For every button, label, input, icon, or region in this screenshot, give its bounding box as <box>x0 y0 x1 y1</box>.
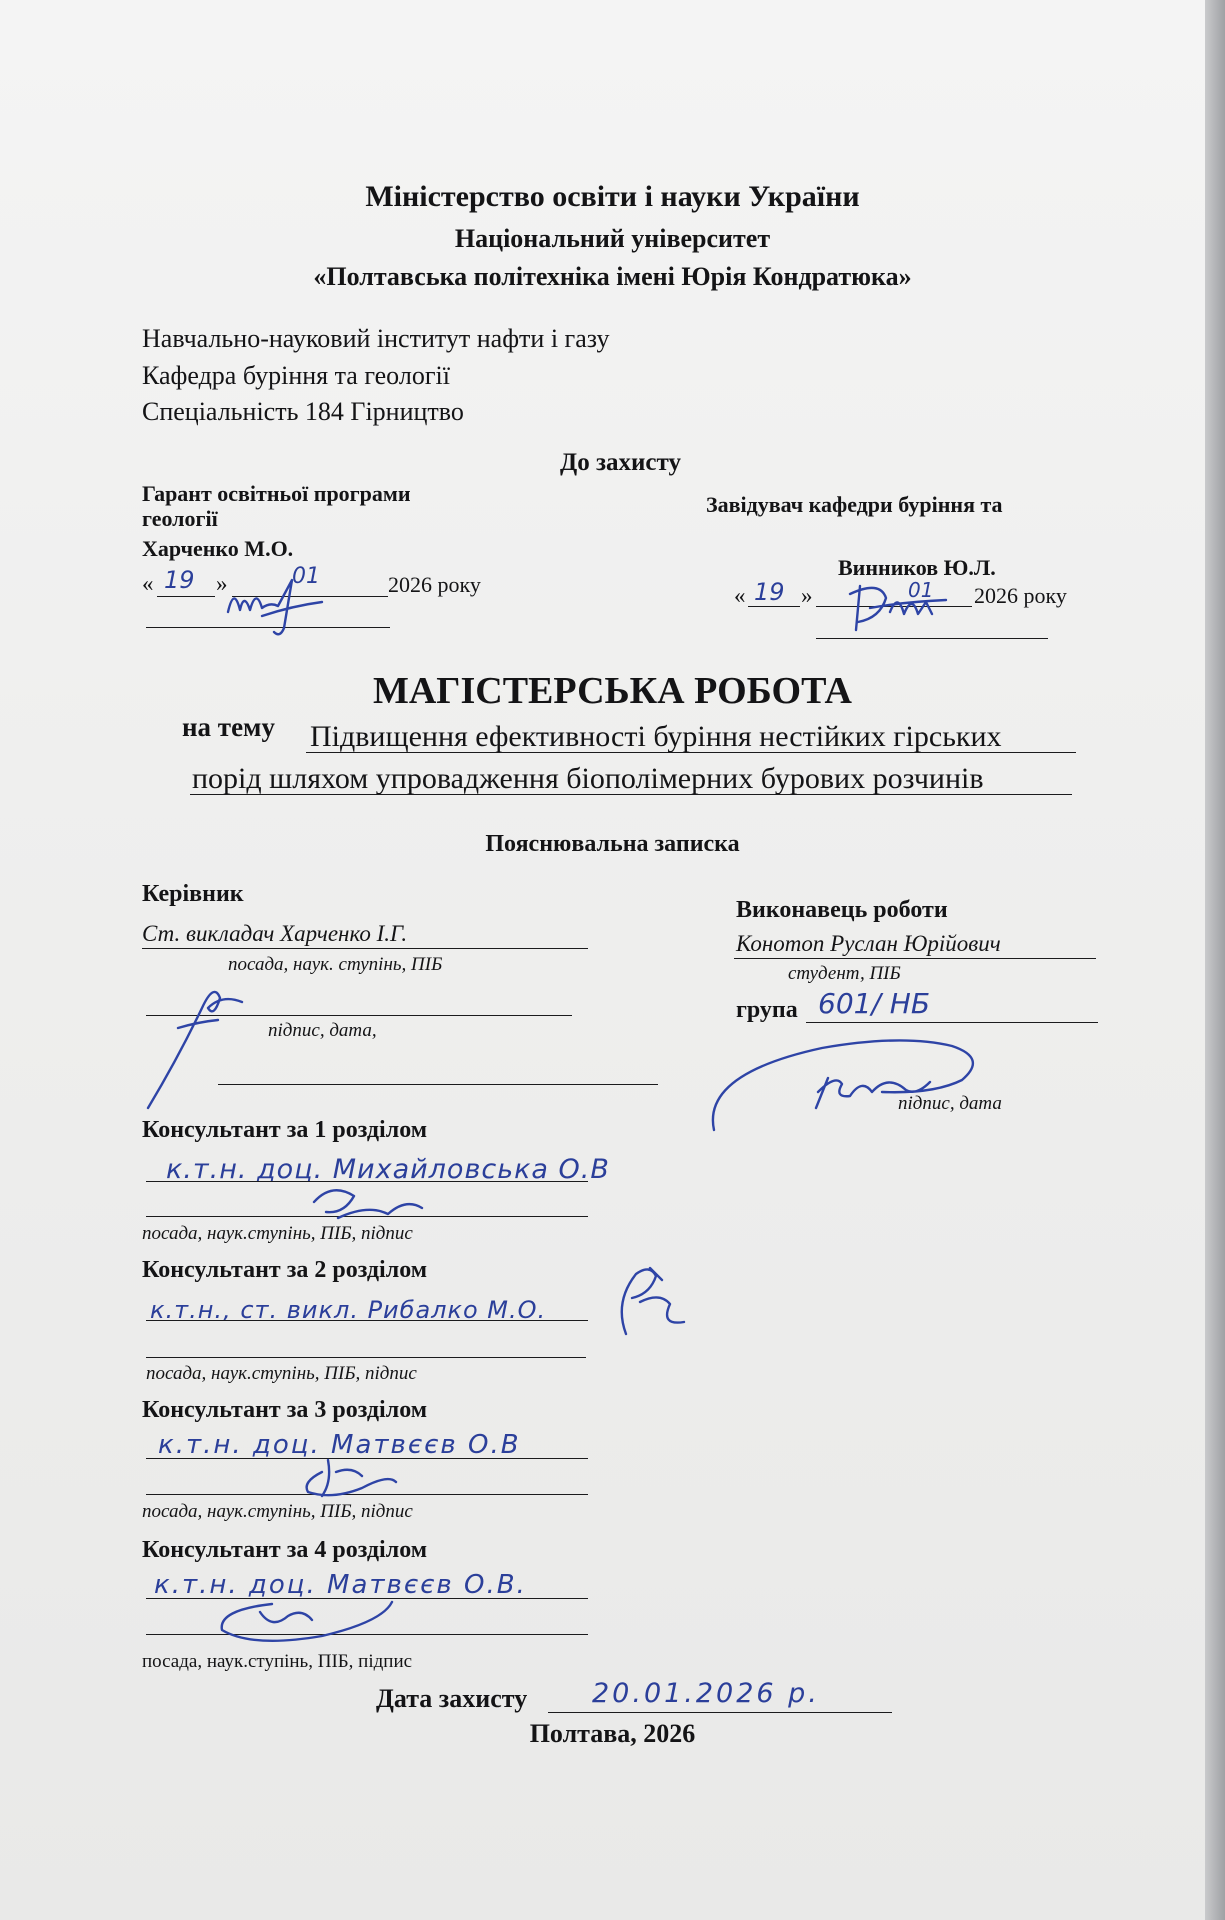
right-quote-open: « <box>734 583 746 608</box>
right-month-handwritten: 01 <box>908 578 934 602</box>
executor-signature <box>702 1034 992 1134</box>
consultant-2-caption: посада, наук.ступінь, ПІБ, підпис <box>146 1363 417 1384</box>
topic-line-2: порід шляхом упровадження біополімерних бурових розчинів <box>192 762 984 795</box>
consultant-4-signature <box>212 1590 402 1650</box>
consultant-2-label: Консультант за 2 розділом <box>142 1257 428 1283</box>
consultant-3-caption: посада, наук.ступінь, ПІБ, підпис <box>142 1501 413 1522</box>
defense-date-label: Дата захисту <box>376 1684 528 1713</box>
topic-prefix: на тему <box>182 712 275 742</box>
group-value-handwritten: 601/ НБ <box>818 987 931 1020</box>
right-quote-close: » <box>801 583 813 608</box>
consultant-1-caption: посада, наук.ступінь, ПІБ, підпис <box>142 1223 413 1244</box>
supervisor-value: Ст. викладач Харченко І.Г. <box>142 921 408 946</box>
left-quote-open: « <box>142 571 154 596</box>
consultant-1-signature <box>308 1178 428 1228</box>
consultant-3-handwritten: к.т.н. доц. Матвєєв О.В <box>158 1430 521 1460</box>
university-title: Національний університет <box>454 224 771 253</box>
consultant-4-caption: посада, наук.ступінь, ПІБ, підпис <box>142 1651 413 1672</box>
defense-date-handwritten: 20.01.2026 р. <box>592 1678 820 1709</box>
specialty-name: Спеціальність 184 Гірництво <box>142 397 464 426</box>
department-name: Кафедра буріння та геології <box>142 361 450 390</box>
consultant-1-handwritten: к.т.н. доц. Михайловська О.В <box>166 1154 610 1185</box>
consultant-1-label: Консультант за 1 розділом <box>142 1117 428 1143</box>
ministry-title: Міністерство освіти і науки України <box>365 180 860 213</box>
supervisor-signature <box>138 968 248 1118</box>
right-year: 2026 року <box>974 583 1067 608</box>
left-year: 2026 року <box>388 572 481 597</box>
left-quote-close: » <box>216 571 228 596</box>
guarantor-title-line1: Гарант освітньої програми <box>142 481 411 506</box>
consultant-4-label: Консультант за 4 розділом <box>142 1537 428 1563</box>
university-name: «Полтавська політехніка імені Юрія Кондратюка» <box>313 262 912 291</box>
consultant-4-handwritten: к.т.н. доц. Матвєєв О.В. <box>154 1570 527 1600</box>
work-type-title: МАГІСТЕРСЬКА РОБОТА <box>372 670 852 712</box>
executor-value: Конотоп Руслан Юрійович <box>736 931 1001 956</box>
consultant-2-signature <box>610 1262 700 1342</box>
group-label: група <box>736 997 798 1023</box>
supervisor-caption-signature: підпис, дата, <box>268 1020 377 1041</box>
executor-caption-student: студент, ПІБ <box>788 963 901 984</box>
topic-line-1: Підвищення ефективності буріння нестійких гірських <box>310 720 1002 753</box>
right-day-handwritten: 19 <box>754 578 785 606</box>
defense-approval-heading: До захисту <box>560 449 681 476</box>
document-kind: Пояснювальна записка <box>485 831 740 857</box>
supervisor-caption-position: посада, наук. ступінь, ПІБ <box>228 954 443 975</box>
consultant-2-handwritten: к.т.н., ст. викл. Рибалко М.О. <box>150 1296 547 1324</box>
head-of-department-title: Завідувач кафедри буріння та <box>706 492 1003 517</box>
left-month-handwritten: 01 <box>292 564 320 589</box>
head-of-department-name: Винников Ю.Л. <box>838 555 996 580</box>
consultant-3-signature <box>292 1452 402 1502</box>
head-of-department-signature <box>850 578 950 638</box>
consultant-3-label: Консультант за 3 розділом <box>142 1397 428 1423</box>
guarantor-name: Харченко М.О. <box>142 536 294 561</box>
guarantor-signature <box>222 572 332 642</box>
supervisor-label: Керівник <box>142 881 244 907</box>
city-year: Полтава, 2026 <box>529 1719 696 1748</box>
executor-caption-signature: підпис, дата <box>898 1093 1002 1114</box>
left-day-handwritten: 19 <box>164 566 195 594</box>
institute-name: Навчально-науковий інститут нафти і газу <box>142 324 610 353</box>
guarantor-title-line2: геології <box>142 506 218 531</box>
executor-label: Виконавець роботи <box>736 897 948 923</box>
